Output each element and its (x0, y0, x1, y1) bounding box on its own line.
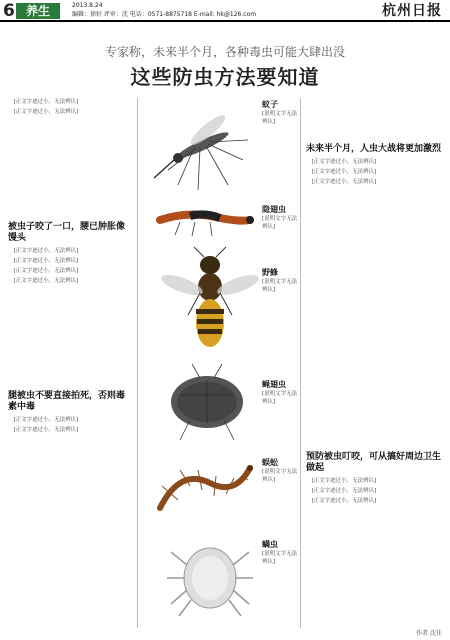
pest-caption (262, 205, 298, 231)
body-paragraph: [正文字迹过小，无法辨认] (311, 478, 377, 484)
rove-beetle-illustration (150, 190, 260, 250)
caption-text: [说明文字无法辨认] (262, 551, 298, 565)
body-paragraph: [正文字迹过小，无法辨认] (311, 159, 377, 165)
left-column (8, 98, 133, 628)
body-paragraph: [正文字迹过小，无法辨认] (311, 169, 377, 175)
caption-text: [说明文字无法辨认] (262, 216, 298, 230)
mosquito-illustration (148, 100, 258, 195)
column-divider (300, 98, 301, 628)
masthead: 杭州日报 (382, 3, 442, 19)
article-subtitle: 专家称，未来半个月，各种毒虫可能大肆出没 (104, 45, 345, 59)
caption-text: [说明文字无法辨认] (262, 391, 298, 405)
section-badge: 养生 (16, 3, 60, 19)
body-paragraph: [正文字迹过小，无法辨认] (311, 488, 377, 494)
caption-text: [说明文字无法辨认] (262, 111, 298, 125)
pest-name: 螨虫 (262, 540, 278, 549)
caption-text: [说明文字无法辨认] (262, 279, 298, 293)
intro-paragraph: [正文字迹过小，无法辨认] (13, 109, 79, 115)
body-paragraph: [正文字迹过小，无法辨认] (311, 498, 377, 504)
pest-name: 蚊子 (262, 100, 278, 109)
pest-name: 蝇翅虫 (262, 380, 286, 389)
pest-caption (262, 458, 298, 484)
column-divider (137, 98, 138, 628)
section-heading: 腿被虫不要直接拍死，否则毒素中毒 (8, 391, 126, 412)
page-header (0, 0, 450, 22)
wasp-illustration (160, 245, 260, 355)
author-credit: 作者 沈佳 (416, 630, 442, 637)
pest-caption (262, 100, 298, 126)
body-paragraph: [正文字迹过小，无法辨认] (13, 427, 79, 433)
body-paragraph: [正文字迹过小，无法辨认] (13, 417, 79, 423)
body-paragraph: [正文字迹过小，无法辨认] (311, 179, 377, 185)
body-paragraph: [正文字迹过小，无法辨认] (13, 278, 79, 284)
pest-name: 隐翅虫 (262, 205, 286, 214)
body-paragraph: [正文字迹过小，无法辨认] (13, 268, 79, 274)
pest-caption (262, 540, 298, 566)
intro-paragraph: [正文字迹过小，无法辨认] (13, 99, 79, 105)
caption-text: [说明文字无法辨认] (262, 469, 298, 483)
issue-date: 2013.8.24 (72, 2, 103, 9)
body-paragraph: [正文字迹过小，无法辨认] (13, 248, 79, 254)
right-column (306, 140, 443, 626)
article-headline: 这些防虫方法要知道 (130, 65, 320, 89)
page-number: 6 (3, 1, 15, 21)
section-heading: 被虫子咬了一口，腰已肿胀像馒头 (8, 222, 126, 243)
pest-name: 野蜂 (262, 268, 278, 277)
pest-caption (262, 268, 298, 294)
body-paragraph: [正文字迹过小，无法辨认] (13, 258, 79, 264)
section-heading: 未来半个月，人虫大战将更加激烈 (306, 144, 442, 154)
centipede-illustration (150, 448, 260, 528)
section-heading: 预防被虫叮咬，可从搞好周边卫生做起 (306, 452, 442, 473)
editor-line: 编辑：徐好 评审：沈 电话：0571-8875718 E-mail: hk@126.com (72, 11, 257, 18)
moth-fly-illustration (160, 360, 255, 445)
pest-caption (262, 380, 298, 406)
pest-name: 蜈蚣 (262, 458, 278, 467)
mite-illustration (165, 530, 255, 620)
